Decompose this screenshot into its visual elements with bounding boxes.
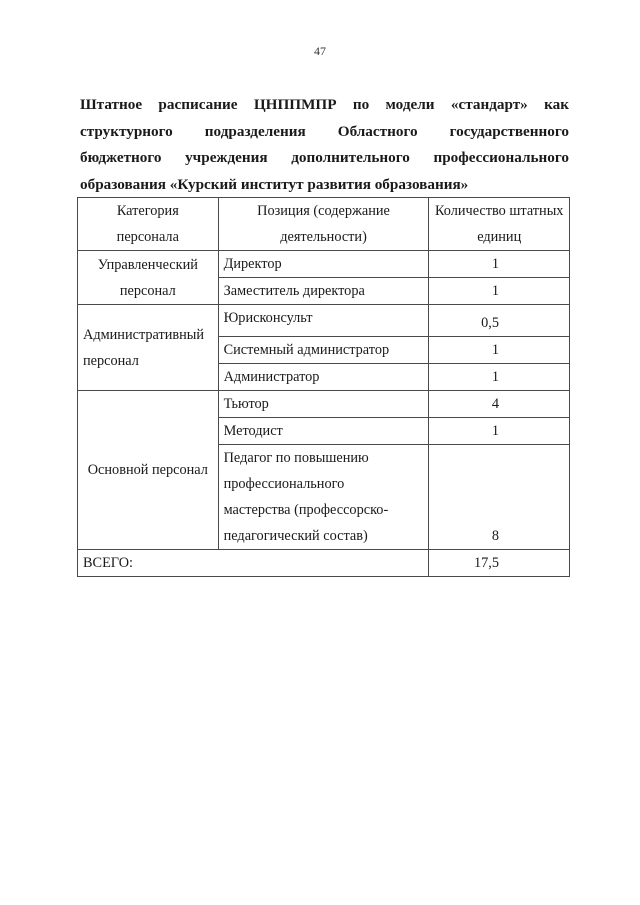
count-cell: 8: [429, 445, 570, 550]
header-count: Количество штатных единиц: [429, 198, 570, 251]
header-category: Категория персонала: [78, 198, 219, 251]
total-row: [78, 550, 570, 577]
position-cell: Администратор: [218, 364, 429, 391]
document-heading: [80, 92, 569, 198]
page-number: 47: [314, 44, 326, 58]
position-cell: Тьютор: [218, 391, 429, 418]
count-cell: 1: [429, 337, 570, 364]
heading-line: структурного подразделения Областного государственного: [80, 122, 569, 140]
position-cell: Методист: [218, 418, 429, 445]
position-cell: Юрисконсульт: [218, 305, 429, 337]
table-row: [78, 251, 570, 278]
position-cell: Директор: [218, 251, 429, 278]
count-cell: 1: [429, 418, 570, 445]
total-label: ВСЕГО:: [78, 550, 429, 577]
table-row: [78, 391, 570, 418]
position-cell: Заместитель директора: [218, 278, 429, 305]
count-cell: 1: [429, 364, 570, 391]
total-count: 17,5: [429, 550, 570, 577]
position-cell: Системный администратор: [218, 337, 429, 364]
category-core: Основной персонал: [78, 391, 219, 550]
staffing-table: [77, 197, 570, 577]
category-management: Управленческий персонал: [78, 251, 219, 305]
table-header-row: [78, 198, 570, 251]
heading-line: бюджетного учреждения дополнительного профессионального: [80, 149, 569, 166]
heading-line: Штатное расписание ЦНППМПР по модели «стандарт» как: [80, 96, 569, 113]
category-administrative: Административный персонал: [78, 305, 219, 391]
count-cell: 0,5: [429, 305, 570, 337]
heading-line: образования «Курский институт развития образования»: [80, 175, 469, 193]
position-cell: Педагог по повышению профессионального мастерства (профессорско- педагогический состав): [218, 445, 429, 550]
count-cell: 1: [429, 251, 570, 278]
header-position: Позиция (содержание деятельности): [218, 198, 429, 251]
count-cell: 1: [429, 278, 570, 305]
table-row: [78, 305, 570, 337]
count-cell: 4: [429, 391, 570, 418]
